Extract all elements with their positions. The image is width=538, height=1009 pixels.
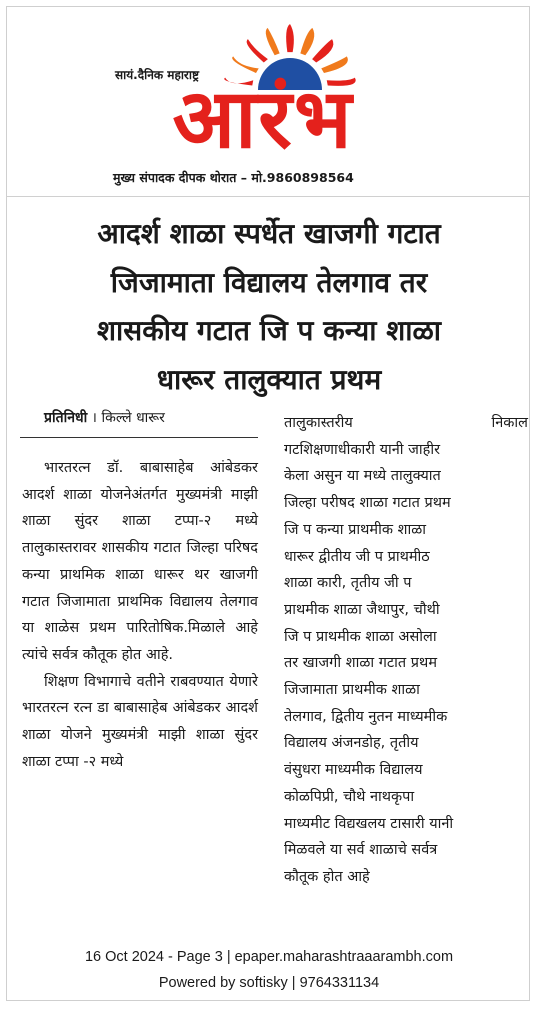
article-line: जि प कन्या प्राथमीक शाळा — [284, 521, 426, 538]
article-line: जिल्हा परीषद शाळा गटात प्रथम — [284, 495, 451, 512]
article-line: जिजामाता प्राथमीक शाळा — [284, 682, 420, 699]
article-line: गटशिक्षणाधीकारी यानी जाहीर — [284, 441, 441, 458]
sun-ray-icon — [300, 28, 314, 55]
headline-line: धारूर तालुक्यात प्रथम — [156, 362, 382, 396]
article-line: तर खाजगी शाळा गटात प्रथम — [284, 655, 437, 672]
article-line: मिळवले या सर्व शाळाचे सर्वत्र — [284, 842, 438, 859]
editor-contact-line: मुख्य संपादक दीपक थोरात – मो.9860898564 — [113, 170, 354, 185]
sun-ray-icon — [247, 39, 268, 62]
article-line: कोळपिप्री, चौथे नाथकृपा — [284, 788, 415, 805]
masthead — [0, 0, 538, 196]
article-line: शाळा कारी, तृतीय जी प — [284, 575, 412, 592]
byline — [44, 408, 165, 427]
footer-edition-line[interactable]: 16 Oct 2024 - Page 3 | epaper.maharashtraaarambh.com — [84, 949, 454, 965]
byline-place: किल्ले धारूर — [101, 410, 165, 426]
byline-reporter: प्रतिनिधी — [44, 410, 88, 426]
byline-separator: । — [91, 410, 97, 426]
sun-ray-icon — [312, 39, 333, 62]
article-line: प्राथमीक शाळा जैथापुर, चौथी — [284, 601, 440, 618]
article-paragraph: भारतरत्न डॉ. बाबासाहेब आंबेडकर आदर्श शाळा योजनेअंतर्गत मुख्यमंत्री माझी शाळा सुंदर शाळा टप्पा-२ मध्ये तालुकास्तरावर शासकीय गटात जिल्हा परिषद कन्या प्राथमिक शाळा धारूर थर खाजगी गटात जिजामाता प्राथमिक विद्यालय तेलगाव या शाळेस प्रथम पारितोषिक.मिळाले आहे त्यांचे सर्वत्र कौतूक होत आहे. — [22, 460, 258, 663]
article-line: माध्यमीट विद्यखलय टासारी यानी — [284, 815, 454, 832]
headline-line: जिजामाता विद्यालय तेलगाव तर — [110, 265, 428, 299]
article-line: वंसुधरा माध्यमीक विद्यालय — [284, 762, 423, 779]
sun-ray-icon — [266, 28, 280, 55]
article-line: विद्यालय अंजनडोह, तृतीय — [284, 735, 419, 752]
article-line: तेलगाव, द्वितीय नुतन माध्यमीक — [284, 708, 448, 725]
article-column-right — [284, 410, 528, 891]
article-paragraph: शिक्षण विभागाचे वतीने राबवण्यात येणारे भारतरत्न रत्न डा बाबासाहेब आंबेडकर आदर्श शाळा योजने मुख्यमंत्री माझी शाळा सुंदर शाळा टप्पा -२ मध्ये — [22, 673, 258, 770]
article-line: कौतूक होत आहे — [284, 868, 370, 885]
headline-line: शासकीय गटात जि प कन्या शाळा — [96, 314, 442, 347]
footer-credit-line: Powered by softisky | 9764331134 — [158, 975, 380, 991]
sun-ray-icon — [286, 24, 294, 52]
article-line: तालुकास्तरीय निकाल — [284, 415, 528, 431]
masthead-divider — [6, 196, 530, 197]
article-line: केला असुन या मध्ये तालुक्यात — [284, 468, 441, 485]
page-footer — [0, 944, 538, 996]
article-headline — [20, 210, 518, 404]
article-line: धारूर द्वीतीय जी प प्राथमीठ — [284, 548, 430, 565]
article-column-left — [22, 455, 258, 775]
headline-line: आदर्श शाळा स्पर्धेत खाजगी गटात — [97, 217, 441, 250]
masthead-tagline: सायं.दैनिक महाराष्ट्र — [115, 68, 199, 82]
byline-underline — [20, 437, 258, 438]
article-line: जि प प्राथमीक शाळा असोला — [284, 628, 437, 645]
newspaper-brand-logo: आरंभ — [172, 72, 354, 167]
